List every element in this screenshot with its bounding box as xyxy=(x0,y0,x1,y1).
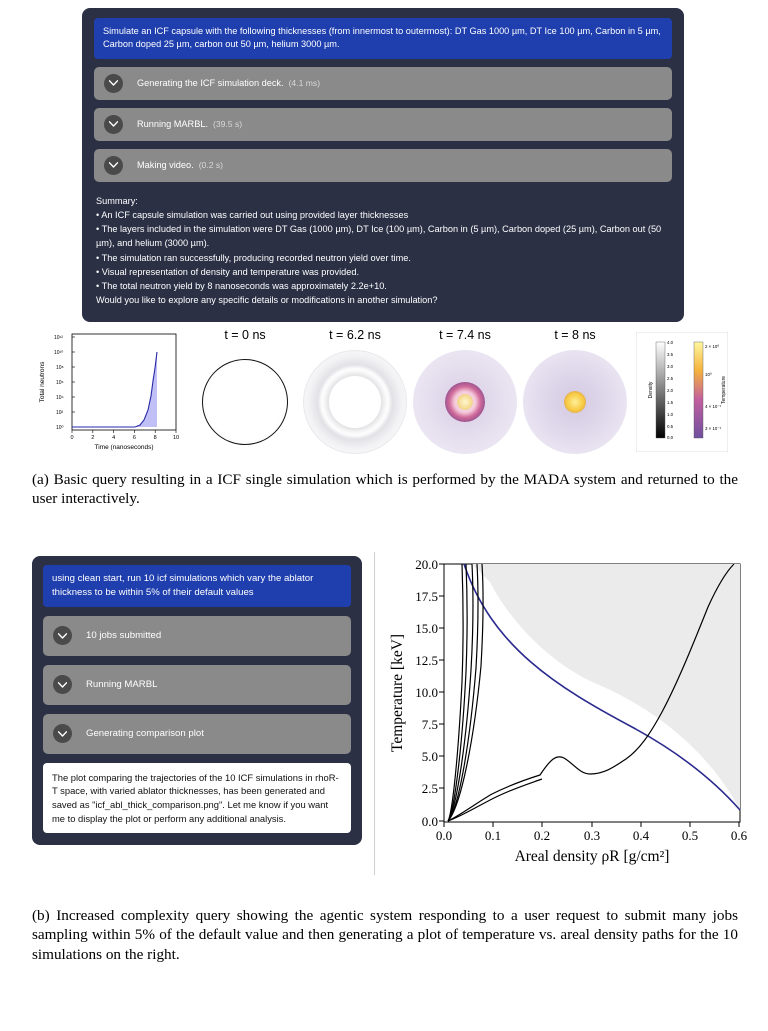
svg-text:3.0: 3.0 xyxy=(667,364,674,369)
step-row-jobs-submitted[interactable] xyxy=(43,616,351,656)
svg-text:20.0: 20.0 xyxy=(415,557,438,572)
summary-followup: Would you like to explore any specific details or modifications in another simulation? xyxy=(96,295,438,306)
svg-text:1.0: 1.0 xyxy=(667,412,674,417)
chevron-down-icon[interactable] xyxy=(104,115,123,134)
timestamp-label-0: t = 0 ns xyxy=(224,328,266,342)
svg-text:10: 10 xyxy=(172,435,180,441)
svg-text:0.4: 0.4 xyxy=(632,828,650,843)
summary-bullet: • The layers included in the simulation were DT Gas (1000 µm), DT Ice (100 µm), Carbon in (5 µm), Carbon doped (25 µm), Carbon out (50 µm), and helium (3000 µm). xyxy=(96,224,662,249)
user-message-a: Simulate an ICF capsule with the following thicknesses (from innermost to outermost): DT Gas 1000 µm, DT Ice 100 µm, Carbon in 5 µm, Carbon doped 25 µm, carbon out 50 µm, helium 3000 µm. xyxy=(94,18,672,59)
figure-a-plots xyxy=(0,326,768,460)
svg-text:Total neutrons: Total neutrons xyxy=(39,361,46,403)
svg-text:0.0: 0.0 xyxy=(435,828,453,843)
summary-bullet: • Visual representation of density and temperature was provided. xyxy=(96,266,360,277)
user-message-b: using clean start, run 10 icf simulations which vary the ablator thickness to be within 5% of their default values xyxy=(43,565,351,607)
svg-text:Time (nanoseconds): Time (nanoseconds) xyxy=(94,444,154,451)
svg-text:10⁶: 10⁶ xyxy=(56,380,64,386)
step-time: (0.2 s) xyxy=(198,160,224,171)
capsule-render-1 xyxy=(303,350,407,454)
caption-a: (a) Basic query resulting in a ICF single simulation which is performed by the MADA system and returned to the user interactively. xyxy=(32,471,738,508)
svg-text:10⁰: 10⁰ xyxy=(56,425,64,431)
assistant-message-b: The plot comparing the trajectories of the 10 ICF simulations in rhoR-T space, with varied ablator thicknesses, has been generated and saved as "icf_abl_thick_comparison.png". Let me know if you want me to display the plot or perform any additional analysis. xyxy=(43,763,351,834)
svg-text:6: 6 xyxy=(132,435,136,441)
chevron-down-icon[interactable] xyxy=(53,626,72,645)
svg-text:2.0: 2.0 xyxy=(667,388,674,393)
svg-text:4.0: 4.0 xyxy=(667,340,674,345)
summary-block xyxy=(94,194,672,308)
svg-text:7.5: 7.5 xyxy=(421,717,438,732)
svg-text:4 × 10⁻¹: 4 × 10⁻¹ xyxy=(705,404,722,409)
step-time: (4.1 ms) xyxy=(288,78,321,89)
step-label: Running MARBL xyxy=(86,679,158,691)
timestamp-label-3: t = 8 ns xyxy=(554,328,596,342)
svg-text:2.5: 2.5 xyxy=(667,376,674,381)
capsule-render-2 xyxy=(413,350,517,454)
svg-text:10⁰: 10⁰ xyxy=(705,372,712,377)
svg-text:0.1: 0.1 xyxy=(484,828,502,843)
chat-panel-b xyxy=(32,556,362,845)
svg-text:Temperature [keV]: Temperature [keV] xyxy=(389,633,406,753)
svg-text:10⁸: 10⁸ xyxy=(56,365,64,371)
svg-text:10¹²: 10¹² xyxy=(54,335,63,341)
summary-bullet: • An ICF capsule simulation was carried out using provided layer thicknesses xyxy=(96,209,409,220)
svg-text:1.5: 1.5 xyxy=(667,400,674,405)
svg-text:0.5: 0.5 xyxy=(681,828,699,843)
svg-text:10⁴: 10⁴ xyxy=(56,395,64,401)
rhor-temperature-chart xyxy=(382,552,754,875)
step-row-making-video[interactable] xyxy=(94,149,672,182)
neutron-yield-chart xyxy=(30,326,190,460)
svg-text:Areal density ρR [g/cm²]: Areal density ρR [g/cm²] xyxy=(514,848,670,865)
svg-text:2: 2 xyxy=(91,435,95,441)
timestamp-label-2: t = 7.4 ns xyxy=(439,328,491,342)
svg-text:0: 0 xyxy=(70,435,74,441)
chat-panel-a xyxy=(82,8,684,322)
svg-text:10.0: 10.0 xyxy=(415,685,438,700)
svg-text:0.6: 0.6 xyxy=(730,828,748,843)
caption-b: (b) Increased complexity query showing the agentic system responding to a user request to submit many jobs sampling within 5% of the default value and then generating a plot of temperature vs. areal density paths for the 10 simulations on the right. xyxy=(32,907,738,963)
svg-text:5.0: 5.0 xyxy=(421,749,438,764)
svg-text:0.0: 0.0 xyxy=(421,814,438,829)
figure-b-divider xyxy=(374,552,375,875)
svg-text:2 × 10⁰: 2 × 10⁰ xyxy=(705,344,720,349)
capsule-render-3 xyxy=(523,350,627,454)
chevron-down-icon[interactable] xyxy=(53,724,72,743)
chevron-down-icon[interactable] xyxy=(53,675,72,694)
step-row-generating-comparison-plot[interactable] xyxy=(43,714,351,754)
step-row-running-marbl[interactable] xyxy=(94,108,672,141)
svg-text:8: 8 xyxy=(153,435,157,441)
summary-title: Summary: xyxy=(96,195,138,206)
svg-text:10²: 10² xyxy=(56,410,64,416)
svg-text:0.0: 0.0 xyxy=(667,435,674,440)
chevron-down-icon[interactable] xyxy=(104,74,123,93)
svg-text:10¹⁰: 10¹⁰ xyxy=(54,350,64,356)
svg-text:Density: Density xyxy=(648,381,654,399)
summary-bullet: • The simulation ran successfully, producing recorded neutron yield over time. xyxy=(96,252,411,263)
step-label: 10 jobs submitted xyxy=(86,630,162,642)
svg-text:15.0: 15.0 xyxy=(415,621,438,636)
step-label: Running MARBL. xyxy=(137,119,208,130)
step-time: (39.5 s) xyxy=(212,119,243,130)
step-row-generating-deck[interactable] xyxy=(94,67,672,100)
capsule-render-0 xyxy=(193,350,297,454)
svg-text:4: 4 xyxy=(112,435,116,441)
svg-text:0.5: 0.5 xyxy=(667,424,674,429)
chevron-down-icon[interactable] xyxy=(104,156,123,175)
timestamp-label-1: t = 6.2 ns xyxy=(329,328,381,342)
step-row-running-marbl-b[interactable] xyxy=(43,665,351,705)
svg-text:3 × 10⁻¹: 3 × 10⁻¹ xyxy=(705,426,722,431)
step-label: Making video. xyxy=(137,160,194,171)
summary-bullet: • The total neutron yield by 8 nanoseconds was approximately 2.2e+10. xyxy=(96,281,387,292)
svg-text:Temperature: Temperature xyxy=(721,375,727,405)
step-label: Generating comparison plot xyxy=(86,728,204,740)
svg-text:2.5: 2.5 xyxy=(421,781,438,796)
svg-text:17.5: 17.5 xyxy=(415,589,438,604)
step-label: Generating the ICF simulation deck. xyxy=(137,78,284,89)
svg-text:0.3: 0.3 xyxy=(583,828,601,843)
colorbar-legend xyxy=(636,332,728,452)
svg-text:12.5: 12.5 xyxy=(415,653,438,668)
svg-text:3.5: 3.5 xyxy=(667,352,674,357)
svg-text:0.2: 0.2 xyxy=(533,828,551,843)
